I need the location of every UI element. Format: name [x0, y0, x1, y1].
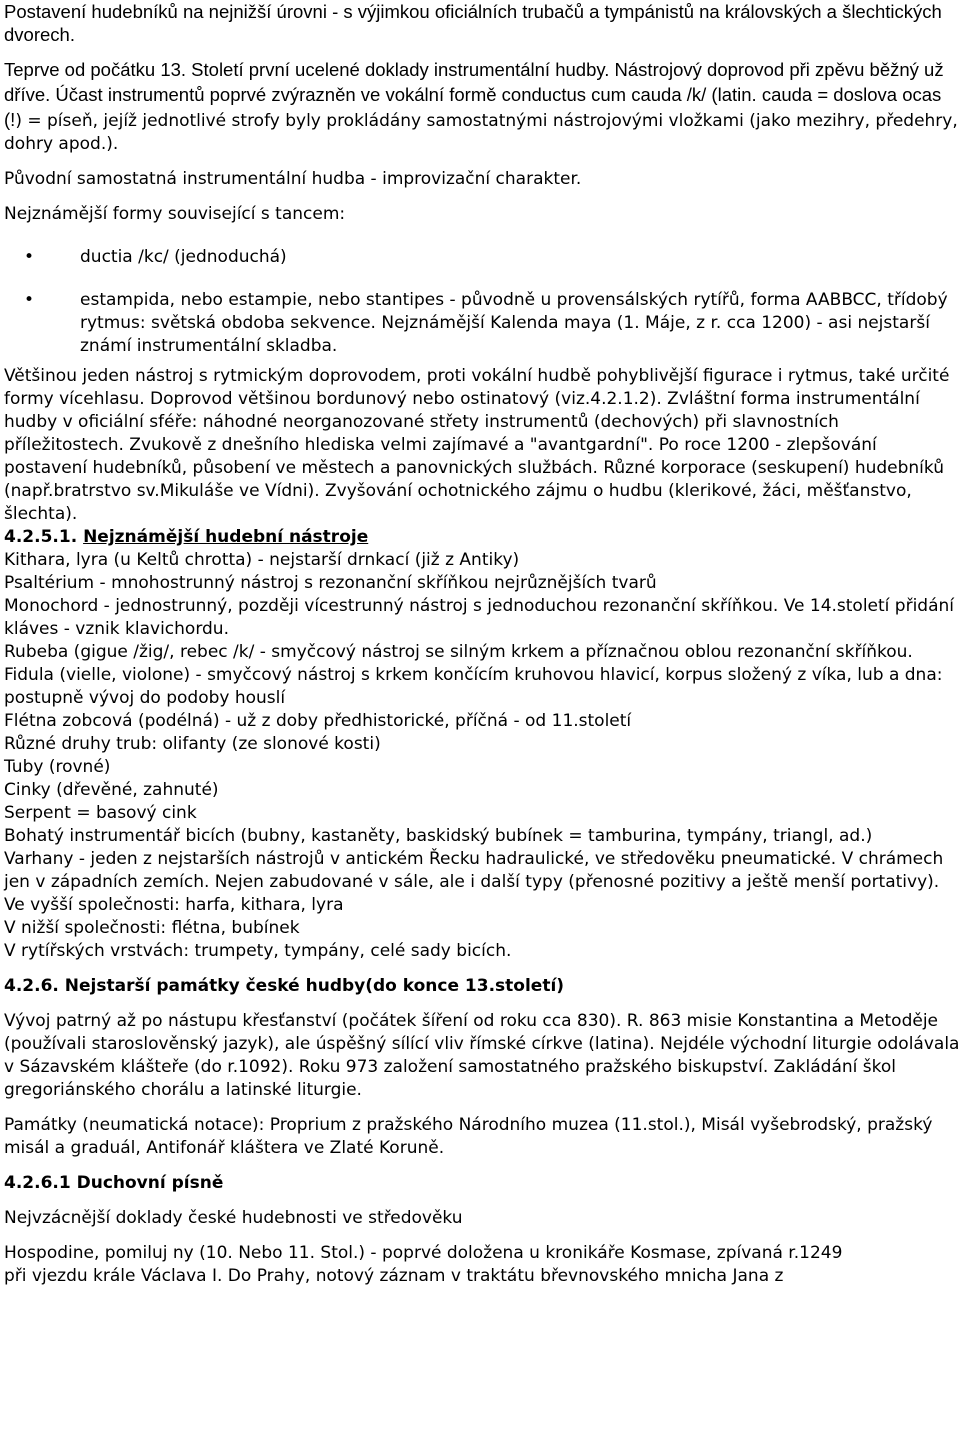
bullet-icon: • [24, 290, 35, 310]
body-paragraph: Většinou jeden nástroj s rytmickým doprovodem, proti vokální hudbě pohyblivější figurace i rytmus, také určité formy vícehlasu. Doprovod většinou bordunový nebo ostinatový (viz.4.2.1.2). Zvláštní forma instrumentální hudby v oficiální sféře: náhodné neorganozované střety instrumentů (dechových) při slavnostních příležitostech. Zvukově z dnešního hlediska velmi zajímavé a "avantgardní". Po roce 1200 - zlepšování postavení hudebníků, působení ve městech a panovnických službách. Různé korporace (seskupení) hudebníků (např.bratrstvo sv.Mikuláše ve Vídni). Zvyšování ochotnického zájmu o hudbu (klerikové, žáci, měšťanstvo, šlechta). [4, 366, 950, 524]
intro-paragraph-2-cont: ) = píseň, jejíž jednotlivé strofy byly prokládány samostatnými nástrojovými vložkami (jako mezihry, předehry, dohry apod.). [4, 111, 958, 154]
instrument-line: Psaltérium - mnohostrunný nástroj s rezonanční skříňkou nejrůznějších tvarů [4, 573, 657, 593]
list-item [4, 289, 960, 358]
section-heading-czech: 4.2.6. Nejstarší památky české hudby(do konce 13.století) [4, 976, 565, 996]
improvisation-paragraph: Původní samostatná instrumentální hudba - improvizační charakter. [4, 169, 582, 189]
czech-paragraph-1: Vývoj patrný až po nástupu křesťanství (počátek šíření od roku cca 830). R. 863 misie Konstantina a Metoděje (používali staroslověnský jazyk), ale úspěšný sílící vliv římské církve (latina). Nejdéle východní liturgie odolávala v Sázavském klášteře (do r.1092). Roku 973 založení samostatného pražského biskupství. Zakládání škol gregoriánského chorálu a latinské liturgie. [4, 1011, 960, 1100]
instrument-line: Serpent = basový cink [4, 803, 197, 823]
intro-paragraph-1: Postavení hudebníků na nejnižší úrovni - s výjimkou oficiálních trubačů a tympánistů na královských a šlechtických dvorech. [4, 1, 942, 45]
bullet-icon: • [24, 247, 35, 267]
instrument-line: Fidula (vielle, violone) - smyčcový nástroj s krkem končícím kruhovou hlavicí, korpus složený z víka, lub a dna: postupně vývoj do podoby houslí [4, 665, 943, 708]
section-title: Nejznámější hudební nástroje [83, 527, 369, 547]
dance-forms-intro: Nejznámější formy související s tancem: [4, 204, 346, 224]
dance-forms-list [4, 246, 960, 358]
list-spacer [4, 269, 960, 289]
instrument-line: Kithara, lyra (u Keltů chrotta) - nejstarší drnkací (již z Antiky) [4, 550, 520, 570]
intro-paragraph-2-sans: Teprve od počátku 13. Století první ucelené doklady instrumentální hudby. Nástrojový doprovod při zpěvu běžný už dříve. Účast instrumentů poprvé zvýrazněn ve vokální formě conductus cum cauda /k/ (latin. cauda = doslova ocas (! [4, 59, 944, 130]
instrument-line: Tuby (rovné) [4, 757, 111, 777]
instrument-line: V rytířských vrstvách: trumpety, tympány, celé sady bicích. [4, 941, 512, 961]
instruments-list [4, 549, 960, 963]
instrument-line: Flétna zobcová (podélná) - už z doby předhistorické, příčná - od 11.století [4, 711, 632, 731]
section-number: 4.2.5.1. [4, 527, 78, 547]
czech-paragraph-2: Památky (neumatická notace): Proprium z pražského Národního muzea (11.stol.), Misál vyšebrodský, pražský misál a graduál, Antifonář kláštera ve Zlaté Koruně. [4, 1115, 933, 1158]
instrument-line: Varhany - jeden z nejstarších nástrojů v antickém Řecku hadraulické, ve středověku pneumatické. V chrámech jen v západních zemích. Nejen zabudované v sále, ale i další typy (přenosné pozitivy a ještě menší portativy). [4, 849, 944, 892]
last-paragraph-line: Hospodine, pomiluj ny (10. Nebo 11. Stol.) - poprvé doložena u kronikáře Kosmase, zpívaná r.1249 [4, 1243, 843, 1263]
dance-form-text: estampida, nebo estampie, nebo stantipes - původně u provensálských rytířů, forma AABBCC, třídobý rytmus: světská obdoba sekvence. Nejznámější Kalenda maya (1. Máje, z r. cca 1200) - asi nejstarší známí instrumentální skladba. [80, 290, 948, 356]
last-paragraph [4, 1242, 960, 1288]
songs-intro: Nejvzácnější doklady české hudebnosti ve středověku [4, 1208, 463, 1228]
instrument-line: Rubeba (gigue /žig/, rebec /k/ - smyčcový nástroj se silným krkem a příznačnou oblou rezonanční skříňkou. [4, 642, 913, 662]
section-heading-instruments [4, 526, 960, 549]
intro-paragraph-2 [4, 58, 960, 156]
section-heading-songs: 4.2.6.1 Duchovní písně [4, 1173, 224, 1193]
instrument-line: Ve vyšší společnosti: harfa, kithara, lyra [4, 895, 344, 915]
dance-form-text: ductia /kc/ (jednoduchá) [80, 247, 287, 267]
instrument-line: V nižší společnosti: flétna, bubínek [4, 918, 300, 938]
list-item [4, 246, 960, 269]
last-paragraph-line: při vjezdu krále Václava I. Do Prahy, notový záznam v traktátu břevnovského mnicha Jana z [4, 1266, 784, 1286]
instrument-line: Monochord - jednostrunný, později vícestrunný nástroj s jednoduchou rezonanční skříňkou. Ve 14.století přidání kláves - vznik klavichordu. [4, 596, 955, 639]
instrument-line: Bohatý instrumentář bicích (bubny, kastaněty, baskidský bubínek = tamburina, tympány, triangl, ad.) [4, 826, 873, 846]
instrument-line: Různé druhy trub: olifanty (ze slonové kosti) [4, 734, 381, 754]
instrument-line: Cinky (dřevěné, zahnuté) [4, 780, 219, 800]
